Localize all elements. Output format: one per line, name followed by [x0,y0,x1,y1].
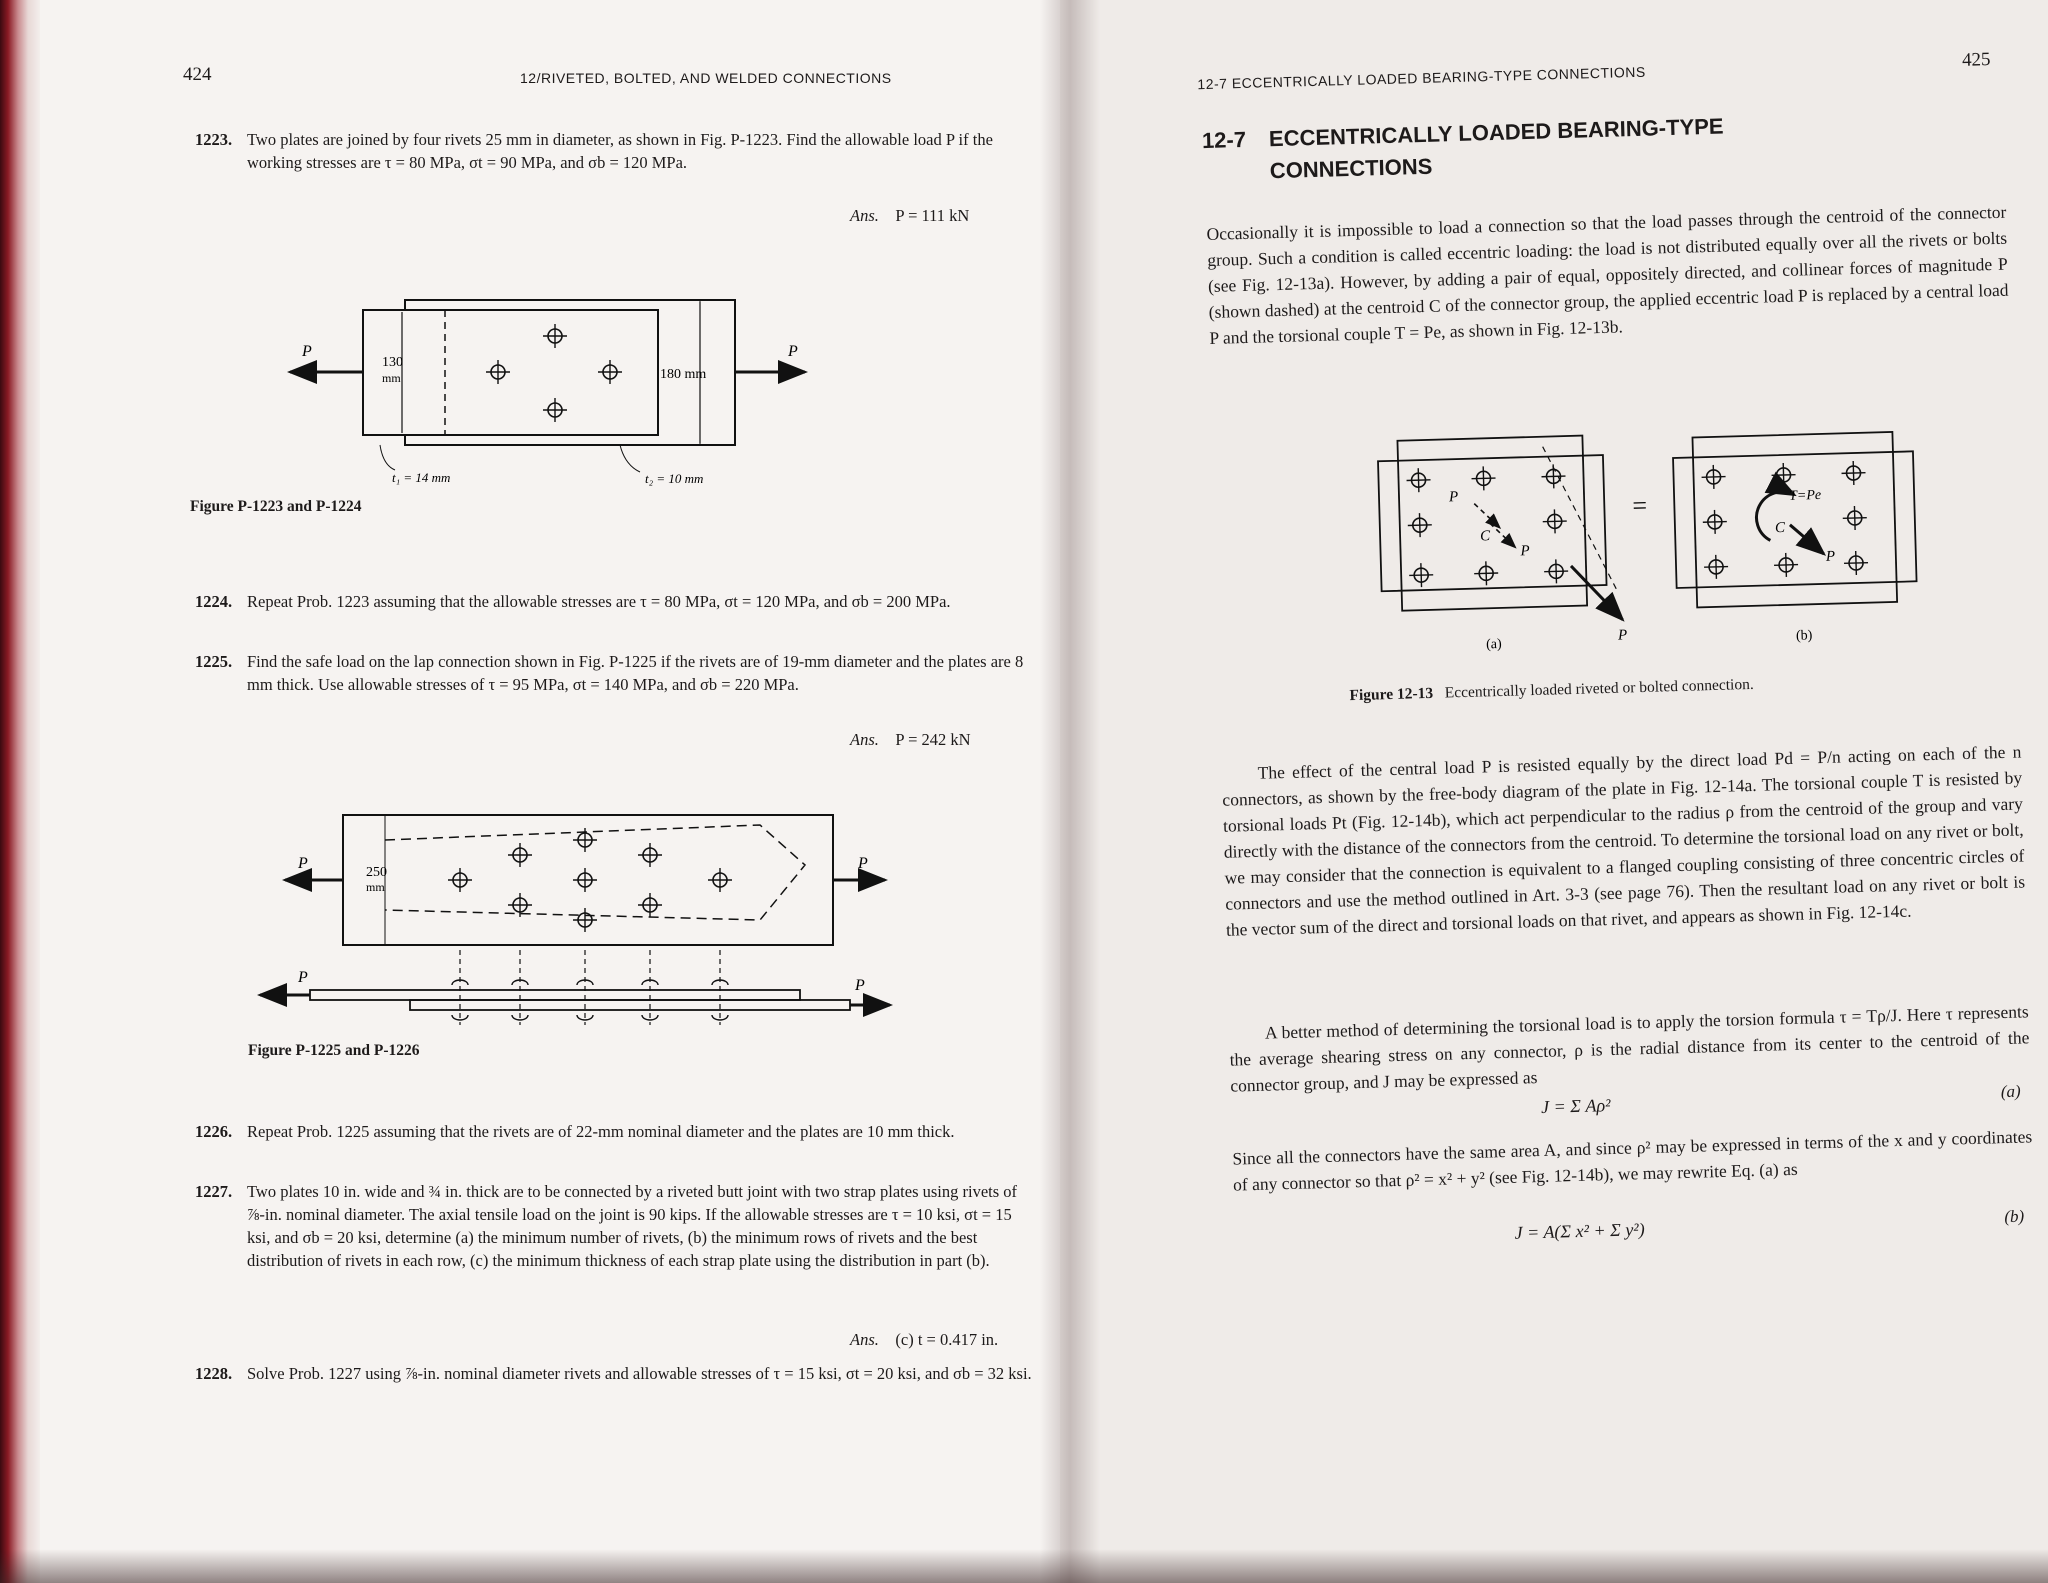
problem-1225 [195,650,1035,696]
right-page [1060,0,2048,1583]
paragraph-direct-load: The effect of the central load P is resisted equally by the direct load Pd = P/n acting on each of the n connectors, as shown by the free-body diagram of the plate in Fig. 12-14a. The torsional couple T is resisted by torsional loads Pt (Fig. 12-14b), which act perpendicular to the radius ρ from the centroid of the group and vary directly with the distance of the connectors from the centroid. To determine the torsional load on any rivet or bolt, we may consider that the connection is equivalent to a flanged coupling consisting of three concentric circles of connectors and use the method outlined in Art. 3-3 (see page 76). Then the resultant load on any rivet or bolt is the vector sum of the direct and torsional loads on that rivet, and appears as shown in Fig. 12-14c. [1222,741,2026,940]
fig-label-p: P [1825,548,1836,565]
page-bottom-shadow [0,1549,2048,1583]
rivet [638,893,662,917]
t2-label: t₂ = 10 mm [645,471,704,486]
problem-text: Solve Prob. 1227 using ⅞-in. nominal diameter rivets and allowable stresses of τ = 15 ksi, σt = 20 ksi, and σb = 32 ksi. [247,1364,1032,1383]
section-number: 12-7 [1201,126,1247,154]
problem-number: 1225. [195,652,233,671]
problem-1224 [195,590,1035,613]
problem-1228 [195,1362,1035,1385]
answer-value: (c) t = 0.417 in. [895,1330,999,1349]
rivet [573,908,597,932]
subfig-label-a: (a) [1485,636,1502,653]
load-label: P [298,969,308,986]
left-page [40,0,1060,1583]
book-spine-edge [0,0,40,1583]
load-label: P [858,855,868,872]
figure-p1223-caption: Figure P-1223 and P-1224 [190,498,362,515]
dim-130-unit: mm [382,371,401,385]
figure-12-13 [1212,394,2019,666]
figure-p1223 [40,0,1060,560]
fig-label-p: P [1617,627,1628,644]
equation-b: J = A(Σ x² + Σ y²) [1514,1219,1645,1243]
load-label: P [298,855,308,872]
equation-b-label: (b) [2004,1206,2025,1227]
right-page-number: 425 [1961,49,1991,71]
rivet [448,868,472,892]
dim-250: 250 [366,865,387,880]
problem-number: 1228. [195,1364,233,1383]
problem-1227 [195,1180,1035,1272]
answer-label: Ans. [850,206,879,225]
left-page-number: 424 [183,64,212,85]
problem-text: Repeat Prob. 1225 assuming that the rivets are of 22-mm nominal diameter and the plates are 10 mm thick. [247,1122,955,1141]
problem-number: 1224. [195,592,233,611]
paragraph-eccentric-loading: Occasionally it is impossible to load a connection so that the load passes through the centroid of the connector group. Such a condition is called eccentric loading: the load is not distributed equally over all the rivets or bolts (see Fig. 12-13a). However, by adding a pair of equal, oppositely directed, and collinear forces of magnitude P (shown dashed) at the centroid C of the connector group, the applied eccentric load P is replaced by a central load P and the torsional couple T = Pe, as shown in Fig. 12-13b. [1206,201,2009,348]
fig-label-t: T=Pe [1788,487,1822,504]
fig-label-p: P [1520,543,1530,560]
problem-number: 1226. [195,1122,233,1141]
problem-1227-answer [850,1330,998,1350]
paragraph-area-coordinates: Since all the connectors have the same area A, and since ρ² may be expressed in terms of the x and y coordinates of any connector so that ρ² = x² + y² (see Fig. 12-14b), we may rewrite Eq. (a) as [1232,1126,2033,1195]
problem-text: Find the safe load on the lap connection shown in Fig. P-1225 if the rivets are of 19-mm diameter and the plates are 8 mm thick. Use allowable stresses of τ = 95 MPa, σt = 140 MPa, and σb = 220 MPa. [247,652,1024,694]
t1-label: t₁ = 14 mm [392,470,451,485]
answer-value: P = 111 kN [895,206,970,225]
dim-130: 130 [382,355,403,370]
rivet [573,868,597,892]
load-label: P [302,343,312,360]
answer-label: Ans. [850,1330,879,1349]
rivet [708,868,732,892]
rivet [638,843,662,867]
right-running-head: 12-7 ECCENTRICALLY LOADED BEARING-TYPE CONNECTIONS [1197,63,1646,93]
problem-number: 1227. [195,1182,233,1201]
section-title-line1: ECCENTRICALLY LOADED BEARING-TYPE [1268,113,1724,152]
answer-value: P = 242 kN [895,730,971,749]
load-label: P [788,343,798,360]
caption-text: Eccentrically loaded riveted or bolted connection. [1444,675,1754,702]
answer-label: Ans. [850,730,879,749]
rivet [508,843,532,867]
equation-a-label: (a) [2000,1081,2021,1102]
problem-text: Two plates are joined by four rivets 25 mm in diameter, as shown in Fig. P-1223. Find the allowable load P if the working stresses are τ = 80 MPa, σt = 90 MPa, and σb = 120 MPa. [247,130,993,172]
problem-1226 [195,1120,1035,1143]
caption-label: Figure 12-13 [1349,684,1434,705]
equals-sign: = [1631,490,1648,521]
equation-a: J = Σ Aρ² [1540,1095,1611,1117]
paragraph-torsion-formula: A better method of determining the torsional load is to apply the torsion formula τ = Tρ/J. Here τ represents the average shearing stress on any connector, ρ is the radial distance from its center to the centroid of the connector group, and J may be expressed as [1229,1001,2030,1096]
fig-label-c: C [1479,528,1491,545]
fig-label-c: C [1774,519,1786,537]
dim-180: 180 mm [660,367,707,382]
figure-p1225 [40,800,1060,1050]
load-label: P [855,977,865,994]
subfig-label-b: (b) [1795,628,1813,644]
book-gutter [1040,0,1100,1583]
problem-1225-answer [850,730,971,750]
fig-label-p: P [1448,489,1459,506]
problem-text: Two plates 10 in. wide and ¾ in. thick are to be connected by a riveted butt joint with two strap plates using rivets of ⅞-in. nominal diameter. The axial tensile load on the joint is 90 kips. If the allowable stresses are τ = 10 ksi, σt = 15 ksi, and σb = 20 ksi, determine (a) the minimum number of rivets, (b) the minimum rows of rivets and the best distribution of rivets in each row, (c) the minimum thickness of each strap plate using the distribution in part (b). [247,1182,1018,1270]
dim-250-unit: mm [366,880,385,894]
left-running-head: 12/RIVETED, BOLTED, AND WELDED CONNECTIONS [520,70,892,86]
problem-number: 1223. [195,130,233,149]
figure-p1225-caption: Figure P-1225 and P-1226 [248,1042,420,1059]
problem-text: Repeat Prob. 1223 assuming that the allowable stresses are τ = 80 MPa, σt = 120 MPa, and σb = 200 MPa. [247,592,951,611]
figure-12-13-caption [1349,676,1754,705]
section-title-line2: CONNECTIONS [1269,153,1433,184]
